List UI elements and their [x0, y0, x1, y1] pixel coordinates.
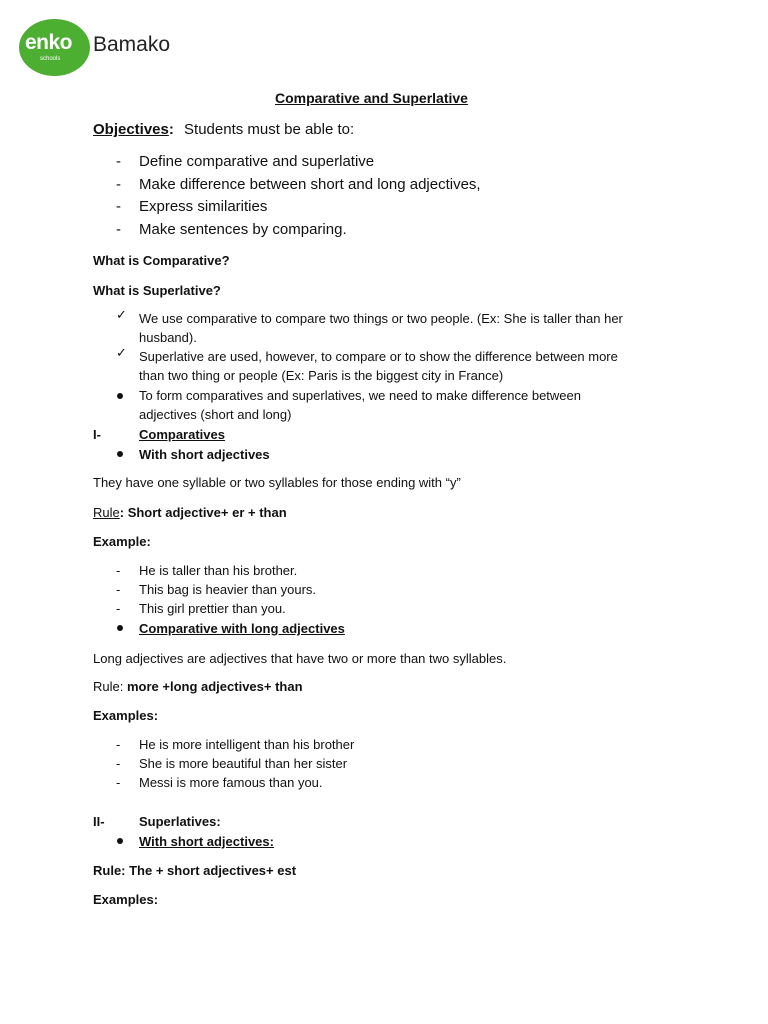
checkmark-icon: ✓ [116, 307, 127, 322]
examples-label: Examples: [93, 708, 159, 723]
description: Long adjectives are adjectives that have two or more than two syllables. [93, 651, 507, 666]
subheading: With short adjectives: [139, 834, 274, 849]
question-comparative: What is Comparative? [93, 253, 230, 268]
subheading: With short adjectives [139, 447, 270, 462]
check-text: than two thing or people (Ex: Paris is the biggest city in France) [139, 368, 504, 383]
dash-bullet: - [116, 601, 121, 616]
question-superlative: What is Superlative? [93, 283, 221, 298]
page-title: Comparative and Superlative [275, 90, 468, 106]
dash-bullet: - [116, 221, 121, 238]
example-item: She is more beautiful than her sister [139, 756, 348, 771]
bullet-dot [117, 838, 123, 844]
subheading: Comparative with long adjectives [139, 621, 345, 636]
logo-brand: enko [25, 31, 73, 54]
section-number: I- [93, 427, 101, 442]
bullet-text: To form comparatives and superlatives, we need to make difference between [139, 388, 581, 403]
dash-bullet: - [116, 153, 121, 170]
check-text: Superlative are used, however, to compare or to show the difference between more [139, 349, 618, 364]
rule-text: : Short adjective+ er + than [119, 505, 287, 520]
section-number: II- [93, 814, 105, 829]
dash-bullet: - [116, 198, 121, 215]
example-item: This bag is heavier than yours. [139, 582, 317, 597]
logo-city: Bamako [93, 33, 171, 56]
bullet-text: adjectives (short and long) [139, 407, 292, 422]
description: They have one syllable or two syllables for those ending with “y” [93, 475, 461, 490]
check-text: We use comparative to compare two things or two people. (Ex: She is taller than her [139, 311, 623, 326]
example-item: He is more intelligent than his brother [139, 737, 355, 752]
dash-bullet: - [116, 775, 121, 790]
example-label: Example: [93, 534, 151, 549]
objective-item: Define comparative and superlative [139, 153, 375, 170]
rule-label: Rule [93, 505, 120, 520]
objectives-colon: : [168, 121, 174, 138]
section-title: Comparatives [139, 427, 225, 442]
objective-item: Express similarities [139, 198, 268, 215]
dash-bullet: - [116, 176, 121, 193]
rule-line [93, 677, 303, 696]
dash-bullet: - [116, 737, 121, 752]
rule-text: more +long adjectives+ than [126, 679, 303, 694]
objectives-label: Objectives [93, 121, 169, 138]
bullet-dot [117, 625, 123, 631]
logo-subtitle: schools [40, 56, 61, 62]
dash-bullet: - [116, 756, 121, 771]
section-title: Superlatives: [139, 814, 221, 829]
rule-label: Rule: [93, 679, 127, 694]
check-text: husband). [139, 330, 197, 345]
example-item: Messi is more famous than you. [139, 775, 323, 790]
objective-item: Make difference between short and long adjectives, [139, 176, 481, 193]
bullet-dot [117, 451, 123, 457]
checkmark-icon: ✓ [116, 345, 127, 360]
objectives-intro: Students must be able to: [184, 121, 355, 138]
dash-bullet: - [116, 582, 121, 597]
example-item: He is taller than his brother. [139, 563, 298, 578]
rule-line: Rule: The + short adjectives+ est [93, 863, 297, 878]
rule-line [93, 503, 287, 522]
bullet-dot [117, 393, 123, 399]
objective-item: Make sentences by comparing. [139, 221, 347, 238]
examples-label: Examples: [93, 892, 159, 907]
example-item: This girl prettier than you. [139, 601, 286, 616]
objectives-line [93, 119, 354, 141]
dash-bullet: - [116, 563, 121, 578]
